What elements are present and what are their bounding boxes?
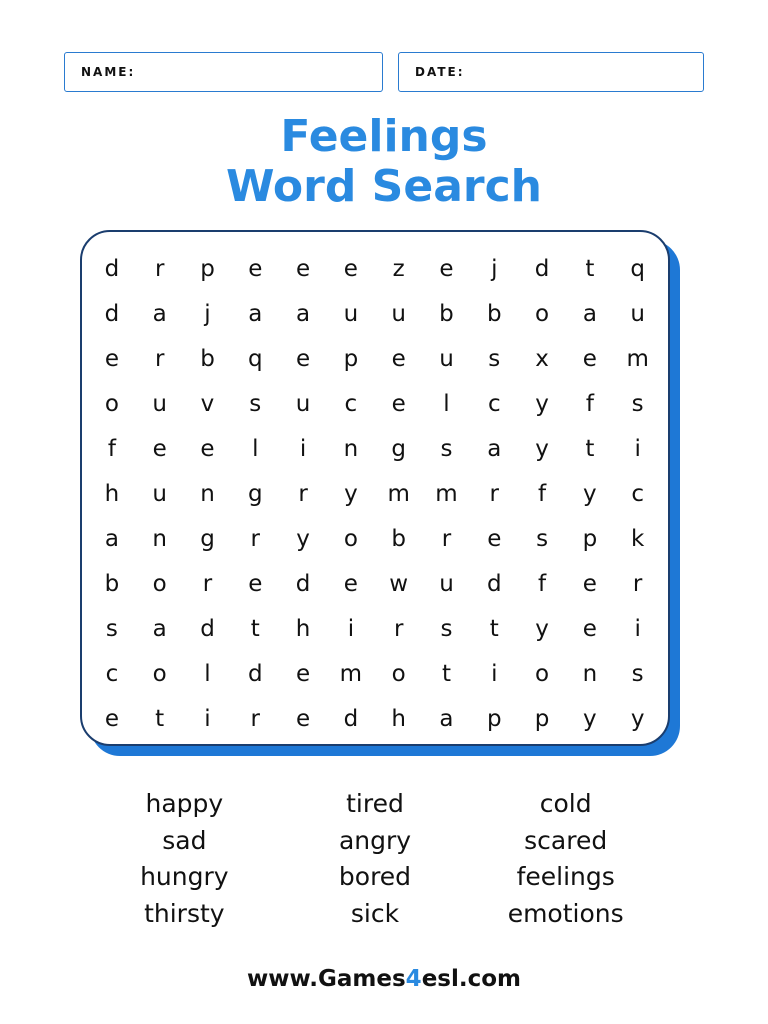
grid-letter[interactable]: n: [152, 525, 167, 552]
grid-letter[interactable]: y: [535, 390, 549, 417]
grid-letter[interactable]: d: [104, 255, 120, 282]
grid-letter[interactable]: b: [391, 525, 406, 552]
grid-letter[interactable]: s: [631, 390, 644, 417]
word-list-column: [89, 786, 280, 932]
word-list-item: angry: [338, 825, 412, 855]
grid-letter[interactable]: q: [247, 345, 263, 372]
grid-letter[interactable]: e: [582, 345, 597, 372]
page-title-line-2: Word Search: [225, 161, 543, 212]
grid-letter[interactable]: u: [439, 345, 454, 372]
word-list: [89, 786, 661, 932]
grid-letter[interactable]: p: [582, 525, 598, 552]
grid-letter[interactable]: t: [585, 255, 595, 282]
grid-letter[interactable]: h: [391, 705, 406, 732]
date-label: DATE:: [415, 65, 465, 79]
grid-letter[interactable]: p: [343, 345, 359, 372]
grid-letter[interactable]: u: [630, 300, 645, 327]
grid-letter[interactable]: a: [487, 435, 502, 462]
grid-letter[interactable]: d: [295, 570, 311, 597]
grid-letter[interactable]: t: [250, 615, 260, 642]
word-list-item: hungry: [140, 862, 229, 891]
word-list-item: bored: [338, 862, 412, 891]
grid-letter[interactable]: g: [391, 435, 406, 462]
grid-letter[interactable]: b: [486, 300, 502, 327]
grid-letter[interactable]: y: [535, 615, 549, 642]
grid-letter[interactable]: e: [343, 255, 358, 282]
footer-url-pre: www.Games: [247, 966, 406, 992]
grid-letter[interactable]: e: [248, 255, 263, 282]
grid-letter[interactable]: r: [154, 255, 165, 282]
grid-letter[interactable]: l: [252, 435, 259, 462]
word-list-item: happy: [145, 789, 224, 818]
grid-letter[interactable]: v: [200, 390, 215, 417]
grid-letter[interactable]: e: [200, 435, 215, 462]
grid-letter[interactable]: s: [440, 615, 453, 642]
grid-letter[interactable]: g: [200, 525, 215, 552]
grid-letter[interactable]: a: [296, 300, 311, 327]
grid-letter[interactable]: t: [441, 660, 451, 687]
word-list-item: tired: [346, 789, 404, 818]
footer-url-accent: 4: [405, 966, 422, 992]
grid-letter[interactable]: z: [392, 255, 405, 282]
grid-letter[interactable]: e: [296, 660, 311, 687]
grid-letter[interactable]: r: [298, 480, 308, 507]
grid-letter[interactable]: j: [491, 255, 498, 282]
word-list-item: sad: [162, 825, 207, 855]
grid-letter[interactable]: o: [343, 525, 358, 552]
grid-letter[interactable]: t: [585, 435, 595, 462]
grid-letter[interactable]: x: [535, 345, 549, 372]
grid-letter[interactable]: l: [443, 390, 450, 417]
grid-letter[interactable]: c: [631, 480, 644, 507]
grid-letter[interactable]: q: [630, 255, 645, 282]
grid-letter[interactable]: p: [486, 705, 502, 732]
name-label: NAME:: [81, 65, 136, 79]
grid-letter[interactable]: e: [152, 435, 167, 462]
grid-letter[interactable]: u: [152, 480, 167, 507]
grid-letter[interactable]: u: [439, 570, 454, 597]
word-list-item: cold: [539, 789, 592, 818]
grid-letter[interactable]: d: [104, 300, 120, 327]
word-list-item: scared: [524, 825, 608, 855]
word-list-column: [280, 786, 471, 932]
grid-letter[interactable]: i: [299, 435, 307, 462]
grid-letter[interactable]: y: [583, 705, 597, 732]
word-list-item: sick: [350, 898, 400, 928]
grid-letter[interactable]: s: [631, 660, 644, 687]
grid-letter[interactable]: o: [535, 660, 550, 687]
grid-letter[interactable]: b: [200, 345, 215, 372]
grid-letter[interactable]: e: [296, 705, 311, 732]
grid-letter[interactable]: g: [247, 480, 263, 507]
grid-letter[interactable]: n: [200, 480, 215, 507]
grid-letter[interactable]: b: [439, 300, 454, 327]
letter-grid: [88, 246, 662, 741]
grid-letter[interactable]: u: [391, 300, 406, 327]
grid-letter[interactable]: k: [631, 525, 645, 552]
grid-letter[interactable]: d: [200, 615, 215, 642]
grid-letter[interactable]: f: [538, 480, 547, 507]
grid-letter[interactable]: f: [107, 435, 116, 462]
name-field[interactable]: [64, 52, 383, 92]
grid-letter[interactable]: r: [154, 345, 165, 372]
grid-letter[interactable]: a: [104, 525, 119, 552]
grid-letter[interactable]: r: [393, 615, 404, 642]
grid-letter[interactable]: d: [486, 570, 502, 597]
grid-letter[interactable]: y: [296, 525, 310, 552]
grid-letter[interactable]: u: [295, 390, 311, 417]
grid-letter[interactable]: i: [634, 435, 641, 462]
grid-letter[interactable]: h: [104, 480, 120, 507]
grid-letter[interactable]: m: [339, 660, 363, 687]
grid-letter[interactable]: y: [630, 705, 645, 732]
grid-letter[interactable]: r: [632, 570, 643, 597]
grid-letter[interactable]: r: [202, 570, 213, 597]
grid-letter[interactable]: c: [487, 390, 501, 417]
grid-letter[interactable]: b: [104, 570, 120, 597]
grid-letter[interactable]: i: [491, 660, 498, 687]
grid-letter[interactable]: o: [391, 660, 406, 687]
grid-letter[interactable]: s: [249, 390, 262, 417]
grid-letter[interactable]: e: [391, 390, 406, 417]
grid-letter[interactable]: i: [634, 615, 641, 642]
grid-letter[interactable]: o: [535, 300, 550, 327]
grid-letter[interactable]: w: [389, 570, 409, 597]
grid-letter[interactable]: n: [582, 660, 598, 687]
grid-letter[interactable]: m: [435, 480, 458, 507]
grid-letter[interactable]: r: [250, 525, 261, 552]
grid-letter[interactable]: a: [152, 300, 167, 327]
grid-letter[interactable]: a: [582, 300, 597, 327]
page-title-line-1: Feelings: [280, 111, 488, 162]
grid-letter[interactable]: e: [296, 345, 311, 372]
grid-letter[interactable]: s: [105, 615, 118, 642]
grid-letter[interactable]: e: [248, 570, 263, 597]
grid-letter[interactable]: r: [489, 480, 499, 507]
word-list-column: [470, 786, 661, 932]
grid-letter[interactable]: m: [387, 480, 410, 507]
grid-letter[interactable]: h: [295, 615, 311, 642]
grid-letter[interactable]: y: [583, 480, 597, 507]
grid-letter[interactable]: y: [344, 480, 358, 507]
grid-letter[interactable]: s: [536, 525, 549, 552]
grid-letter[interactable]: e: [439, 255, 454, 282]
grid-letter[interactable]: i: [347, 615, 355, 642]
grid-letter[interactable]: l: [204, 660, 211, 687]
grid-letter[interactable]: u: [343, 300, 359, 327]
grid-letter[interactable]: j: [204, 300, 211, 327]
grid-letter[interactable]: r: [441, 525, 452, 552]
grid-letter[interactable]: d: [247, 660, 263, 687]
grid-letter[interactable]: o: [104, 390, 119, 417]
grid-letter[interactable]: o: [152, 660, 167, 687]
grid-letter[interactable]: c: [105, 660, 119, 687]
grid-letter[interactable]: y: [535, 435, 549, 462]
grid-letter[interactable]: a: [439, 705, 454, 732]
footer-url-post: esl.com: [421, 966, 521, 992]
grid-letter[interactable]: f: [538, 570, 547, 597]
word-list-item: feelings: [516, 862, 615, 891]
grid-letter[interactable]: e: [296, 255, 311, 282]
grid-letter[interactable]: d: [343, 705, 359, 732]
grid-letter[interactable]: e: [582, 615, 597, 642]
grid-letter[interactable]: a: [248, 300, 263, 327]
grid-letter[interactable]: e: [487, 525, 502, 552]
grid-letter[interactable]: e: [391, 345, 406, 372]
grid-letter[interactable]: m: [626, 345, 649, 372]
grid-letter[interactable]: d: [534, 255, 550, 282]
grid-letter[interactable]: c: [344, 390, 358, 417]
grid-letter[interactable]: p: [534, 705, 550, 732]
grid-letter[interactable]: e: [104, 705, 119, 732]
grid-letter[interactable]: o: [152, 570, 167, 597]
grid-letter[interactable]: a: [152, 615, 167, 642]
word-list-item: thirsty: [144, 898, 225, 928]
grid-letter[interactable]: t: [155, 705, 165, 732]
grid-letter[interactable]: p: [200, 255, 215, 282]
word-list-item: emotions: [507, 898, 624, 928]
date-field[interactable]: [398, 52, 704, 92]
grid-letter[interactable]: t: [489, 615, 499, 642]
grid-letter[interactable]: u: [152, 390, 167, 417]
grid-letter[interactable]: n: [343, 435, 359, 462]
grid-letter[interactable]: e: [582, 570, 597, 597]
grid-letter[interactable]: i: [204, 705, 211, 732]
footer-url[interactable]: [0, 966, 768, 992]
grid-letter[interactable]: f: [585, 390, 594, 417]
grid-letter[interactable]: e: [343, 570, 358, 597]
grid-letter[interactable]: e: [104, 345, 119, 372]
grid-letter[interactable]: r: [250, 705, 261, 732]
grid-letter[interactable]: s: [488, 345, 501, 372]
grid-letter[interactable]: s: [440, 435, 453, 462]
